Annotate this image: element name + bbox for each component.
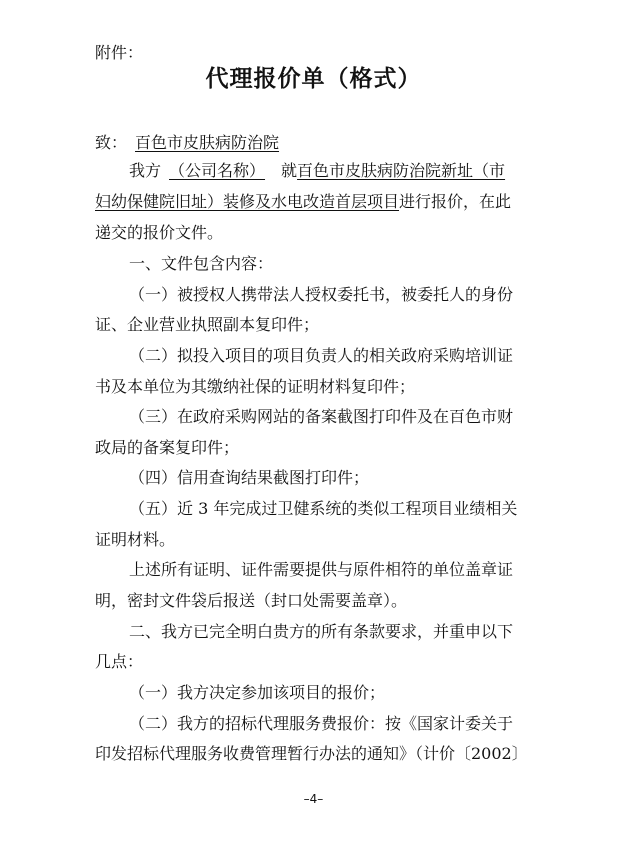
intro-line-2 bbox=[95, 191, 511, 213]
section1-item1-line1: （一）被授权人携带法人授权委托书，被委托人的身份 bbox=[129, 285, 514, 304]
section2-item2-line1: （二）我方的招标代理服务费报价：按《国家计委关于 bbox=[129, 714, 514, 733]
section1-item2-line2: 书及本单位为其缴纳社保的证明材料复印件； bbox=[95, 377, 416, 396]
section1-heading: 一、文件包含内容： bbox=[129, 254, 274, 273]
intro-line-1 bbox=[129, 160, 505, 182]
section2-heading-line2: 几点： bbox=[95, 652, 144, 671]
page-title: 代理报价单（格式） bbox=[205, 66, 422, 92]
section1-item2-line1: （二）拟投入项目的项目负责人的相关政府采购培训证 bbox=[129, 346, 514, 365]
section2-item2-line2: 印发招标代理服务收费管理暂行办法的通知》（计价〔2002〕 bbox=[95, 744, 528, 763]
intro-quote-text: 进行报价，在此 bbox=[399, 192, 512, 211]
company-name-blank: （公司名称） bbox=[169, 161, 266, 180]
project-name-part1: 百色市皮肤病防治院新址（市 bbox=[297, 161, 506, 180]
section1-item3-line1: （三）在政府采购网站的备案截图打印件及在百色市财 bbox=[129, 407, 514, 426]
page-number: –4– bbox=[303, 792, 324, 806]
recipient-name: 百色市皮肤病防治院 bbox=[135, 133, 280, 152]
section1-item3-line2: 政局的备案复印件； bbox=[95, 438, 240, 457]
section1-note-line1: 上述所有证明、证件需要提供与原件相符的单位盖章证 bbox=[129, 560, 514, 579]
intro-we: 我方 bbox=[129, 161, 162, 180]
recipient-prefix: 致： bbox=[95, 133, 128, 152]
recipient-line bbox=[95, 132, 287, 154]
section1-item4: （四）信用查询结果截图打印件； bbox=[129, 468, 370, 487]
section1-item5-line1: （五）近 3 年完成过卫健系统的类似工程项目业绩相关 bbox=[129, 499, 518, 518]
section1-item5-line2: 证明材料。 bbox=[95, 530, 176, 549]
section2-item1: （一）我方决定参加该项目的报价； bbox=[129, 683, 386, 702]
section1-item1-line2: 证、企业营业执照副本复印件； bbox=[95, 315, 320, 334]
section2-heading-line1: 二、我方已完全明白贵方的所有条款要求，并重申以下 bbox=[129, 622, 514, 641]
project-name-part2: 妇幼保健院旧址）装修及水电改造首层项目 bbox=[95, 192, 400, 211]
attachment-label: 附件： bbox=[95, 43, 144, 62]
intro-line-3: 递交的报价文件。 bbox=[95, 223, 224, 242]
section1-note-line2: 明，密封文件袋后报送（封口处需要盖章）。 bbox=[95, 591, 408, 610]
intro-regarding: 就 bbox=[281, 161, 298, 180]
